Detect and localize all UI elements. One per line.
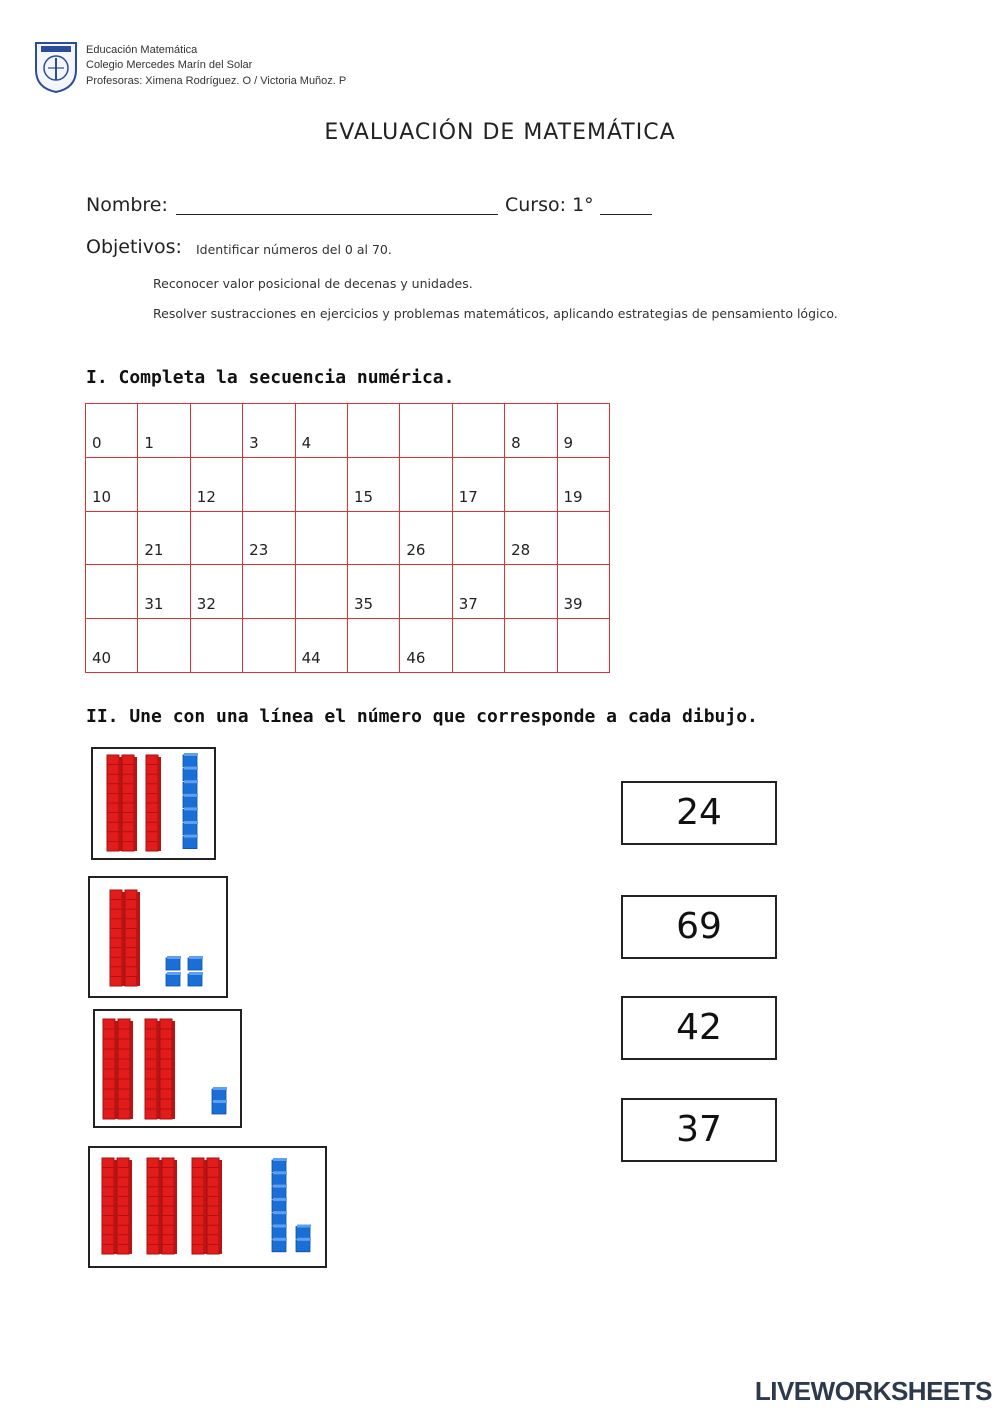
grid-cell-value: 28 (511, 541, 531, 560)
unit-cube (272, 1238, 287, 1252)
unit-cube (272, 1171, 287, 1185)
grid-cell (243, 404, 295, 458)
grid-cell-blank[interactable] (243, 619, 295, 673)
grid-cell-value: 23 (249, 541, 269, 560)
grid-cell-value: 9 (563, 433, 574, 452)
page-title: EVALUACIÓN DE MATEMÁTICA (324, 120, 676, 145)
grid-cell-blank[interactable] (557, 619, 609, 673)
unit-cube (183, 780, 198, 794)
grid-cell-blank[interactable] (86, 565, 138, 619)
grid-cell-value: 44 (301, 649, 321, 667)
grid-cell (505, 511, 557, 565)
grid-row (86, 565, 610, 619)
number-box-24[interactable]: 24 (621, 781, 777, 845)
ten-rod (160, 1019, 175, 1119)
grid-cell (86, 457, 138, 511)
unit-cube (183, 794, 198, 808)
grid-cell-value: 3 (249, 433, 259, 452)
grid-cell-value: 21 (144, 541, 164, 560)
grid-cell (505, 404, 557, 458)
grid-cell-value: 10 (92, 487, 112, 506)
grid-cell-blank[interactable] (190, 619, 242, 673)
base-ten-blocks (93, 749, 214, 858)
grid-cell (557, 404, 609, 458)
picture-2[interactable] (88, 876, 228, 998)
unit-cube (166, 972, 181, 986)
grid-cell-blank[interactable] (347, 404, 399, 458)
grid-row (86, 457, 610, 511)
grid-cell-value: 0 (92, 433, 102, 452)
ten-rod (146, 755, 161, 851)
objective-1: Identificar números del 0 al 70. (196, 242, 392, 257)
grid-cell (190, 565, 242, 619)
grid-cell (138, 565, 190, 619)
grid-cell-blank[interactable] (347, 511, 399, 565)
grid-cell-value: 37 (458, 595, 478, 614)
ten-rod (162, 1158, 177, 1254)
grid-cell (452, 565, 504, 619)
unit-cube (183, 835, 198, 849)
grid-cell-blank[interactable] (505, 619, 557, 673)
grid-cell-blank[interactable] (505, 457, 557, 511)
unit-cube (272, 1158, 287, 1172)
grid-cell-blank[interactable] (295, 565, 347, 619)
grid-cell-value: 17 (458, 487, 478, 506)
ten-rod (147, 1158, 162, 1254)
grid-cell-blank[interactable] (295, 511, 347, 565)
grid-cell-value: 32 (196, 595, 216, 614)
ten-rod (145, 1019, 160, 1119)
ten-rod (117, 1158, 132, 1254)
unit-cube (212, 1100, 227, 1114)
base-ten-blocks (90, 878, 226, 996)
unit-cube (188, 972, 203, 986)
grid-cell (86, 619, 138, 673)
course-field[interactable] (600, 214, 652, 215)
ten-rod (107, 755, 122, 851)
header-teachers: Profesoras: Ximena Rodríguez. O / Victoria Muñoz. P (86, 75, 347, 87)
unit-cube (296, 1225, 311, 1239)
grid-cell-blank[interactable] (347, 619, 399, 673)
unit-cube (183, 753, 198, 767)
grid-cell-blank[interactable] (400, 404, 452, 458)
ten-rod (125, 890, 140, 986)
number-sequence-grid (85, 403, 610, 673)
ten-rod (103, 1019, 118, 1119)
grid-cell-blank[interactable] (243, 457, 295, 511)
grid-cell (295, 404, 347, 458)
unit-cube (272, 1211, 287, 1225)
number-box-42[interactable]: 42 (621, 996, 777, 1060)
picture-3[interactable] (93, 1009, 242, 1128)
grid-cell-blank[interactable] (557, 511, 609, 565)
grid-cell (452, 457, 504, 511)
grid-cell-blank[interactable] (190, 404, 242, 458)
grid-cell-value: 15 (353, 487, 374, 506)
grid-cell-value: 19 (563, 487, 583, 506)
unit-cube (188, 956, 203, 970)
school-crest-logo (33, 40, 79, 94)
grid-cell-blank[interactable] (505, 565, 557, 619)
grid-cell-blank[interactable] (138, 619, 190, 673)
unit-cube (183, 807, 198, 821)
grid-row (86, 619, 610, 673)
grid-cell (243, 511, 295, 565)
ten-rod (192, 1158, 207, 1254)
grid-cell-blank[interactable] (190, 511, 242, 565)
grid-cell-blank[interactable] (86, 511, 138, 565)
grid-cell-value: 40 (92, 649, 112, 667)
name-field[interactable] (176, 214, 498, 215)
objective-3: Resolver sustracciones en ejercicios y problemas matemáticos, aplicando estrategias de pensamiento lógico. (153, 306, 838, 321)
grid-cell-value: 46 (406, 649, 426, 667)
ten-rod (118, 1019, 133, 1119)
unit-cube (296, 1238, 311, 1252)
picture-4[interactable] (88, 1146, 327, 1268)
grid-cell (347, 565, 399, 619)
grid-cell-blank[interactable] (243, 565, 295, 619)
section-2-title: II. Une con una línea el número que corresponde a cada dibujo. (86, 706, 758, 727)
course-label: Curso: 1° (505, 194, 594, 216)
grid-row (86, 511, 610, 565)
grid-cell (138, 511, 190, 565)
grid-cell-value: 31 (144, 595, 164, 614)
grid-cell-blank[interactable] (452, 619, 504, 673)
picture-1[interactable] (91, 747, 216, 860)
grid-row (86, 404, 610, 458)
objectives-label: Objetivos: (86, 236, 182, 258)
ten-rod (102, 1158, 117, 1254)
header-subject: Educación Matemática (86, 44, 198, 56)
grid-cell-value: 12 (196, 487, 216, 506)
grid-cell (86, 404, 138, 458)
name-label: Nombre: (86, 194, 168, 216)
grid-cell (347, 457, 399, 511)
grid-cell (138, 404, 190, 458)
ten-rod (122, 755, 137, 851)
objective-2: Reconocer valor posicional de decenas y unidades. (153, 276, 473, 291)
unit-cube (183, 767, 198, 781)
grid-cell (557, 565, 609, 619)
grid-cell-blank[interactable] (295, 457, 347, 511)
grid-cell-value: 26 (406, 541, 426, 560)
number-box-37[interactable]: 37 (621, 1098, 777, 1162)
base-ten-blocks (90, 1148, 325, 1266)
section-1-title: I. Completa la secuencia numérica. (86, 367, 455, 388)
number-box-69[interactable]: 69 (621, 895, 777, 959)
grid-cell-value: 39 (563, 595, 583, 614)
base-ten-blocks (95, 1011, 240, 1126)
grid-cell (400, 511, 452, 565)
grid-cell-blank[interactable] (400, 457, 452, 511)
grid-cell-value: 1 (144, 433, 154, 452)
grid-cell-blank[interactable] (452, 404, 504, 458)
unit-cube (272, 1198, 287, 1212)
grid-cell-blank[interactable] (138, 457, 190, 511)
unit-cube (166, 956, 181, 970)
grid-cell-blank[interactable] (452, 511, 504, 565)
ten-rod (110, 890, 125, 986)
header-school: Colegio Mercedes Marín del Solar (86, 59, 253, 71)
ten-rod (207, 1158, 222, 1254)
grid-cell-blank[interactable] (400, 565, 452, 619)
grid-cell-value: 8 (511, 433, 521, 452)
unit-cube (272, 1225, 287, 1239)
unit-cube (212, 1087, 227, 1101)
unit-cube (183, 821, 198, 835)
grid-cell-value: 35 (353, 595, 374, 614)
grid-cell (295, 619, 347, 673)
grid-cell-value: 4 (301, 433, 312, 452)
unit-cube (272, 1185, 287, 1199)
grid-cell (557, 457, 609, 511)
grid-cell (190, 457, 242, 511)
grid-cell (400, 619, 452, 673)
liveworksheets-brand: LIVEWORKSHEETS (754, 1376, 992, 1406)
